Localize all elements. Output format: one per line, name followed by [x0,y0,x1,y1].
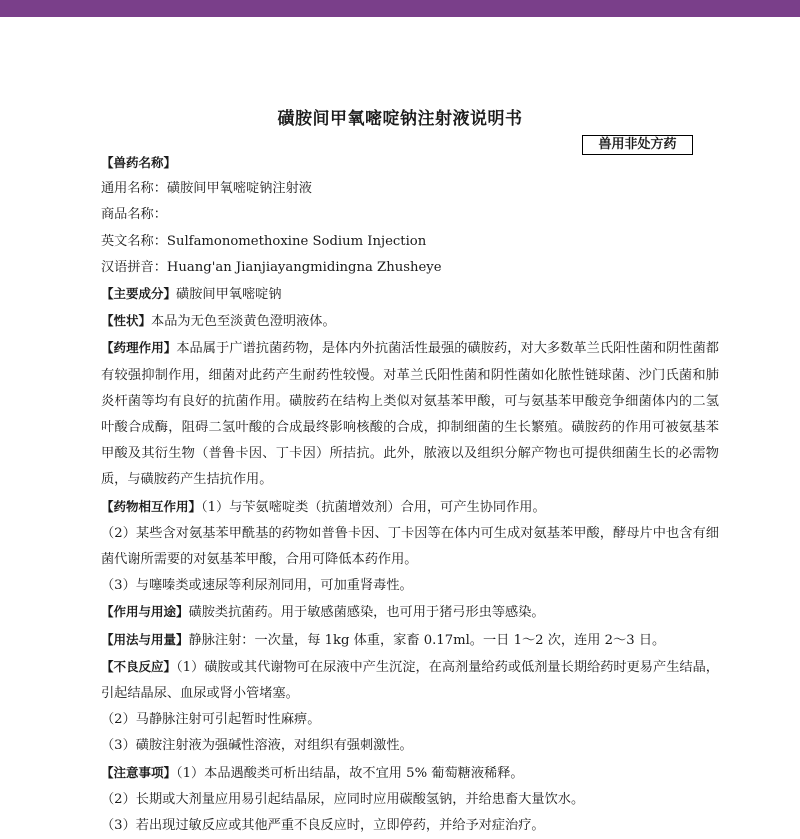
section-indications [101,599,719,626]
pharmacology-text: 本品属于广谱抗菌药物，是体内外抗菌活性最强的磺胺药，对大多数革兰氏阳性菌和阴性菌都有较强抑制作用，细菌对此药产生耐药性较慢。对革兰氏阳性菌和阴性菌如化脓性链球菌、沙门氏菌和肺炎杆菌等均有良好的抗菌作用。磺胺药在结构上类似对氨基苯甲酸，可与氨基苯甲酸竞争细菌体内的二氢叶酸合成酶，阻碍二氢叶酸的合成最终影响核酸的合成，抑制细菌的生长繁殖。磺胺药的作用可被氨基苯甲酸及其衍生物（普鲁卡因、丁卡因）所拮抗。此外，脓液以及组织分解产物也可提供细菌生长的必需物质，与磺胺药产生拮抗作用。 [101,341,719,488]
adverse-item-2: （2）马静脉注射可引起暂时性麻痹。 [101,712,321,728]
section-heading-adverse: 【不良反应】 [101,658,177,674]
english-name: 英文名称：Sulfamonomethoxine Sodium Injection [101,233,427,249]
trade-name: 商品名称： [101,207,167,223]
document-title: 磺胺间甲氧嘧啶钠注射液说明书 [277,109,523,129]
section-heading-dosage: 【用法与用量】 [101,631,189,647]
precautions-item-2: （2）长期或大剂量应用易引起结晶尿，应同时应用碳酸氢钠，并给患畜大量饮水。 [101,791,585,807]
ingredient-text: 磺胺间甲氧嘧啶钠 [176,287,282,303]
section-dosage [101,627,719,654]
interactions-item-1: （1）与苄氨嘧啶类（抗菌增效剂）合用，可产生协同作用。 [201,499,546,515]
generic-name: 通用名称：磺胺间甲氧嘧啶钠注射液 [101,181,312,197]
adverse-item-3: （3）磺胺注射液为强碱性溶液，对组织有强刺激性。 [101,738,413,754]
indications-text: 磺胺类抗菌药。用于敏感菌感染，也可用于猪弓形虫等感染。 [188,605,545,621]
section-heading-appearance: 【性状】 [101,313,152,329]
section-appearance [101,308,719,335]
section-heading-indications: 【作用与用途】 [101,604,189,620]
section-heading-precautions: 【注意事项】 [101,764,177,780]
interactions-item-2: （2）某些含对氨基苯甲酰基的药物如普鲁卡因、丁卡因等在体内可生成对氨基苯甲酸，酵母片中也含有细菌代谢所需要的对氨基苯甲酸，合用可降低本药作用。 [101,525,719,568]
section-interactions [101,494,719,521]
section-adverse [101,654,719,707]
interactions-item-3: （3）与噻嗪类或速尿等利尿剂同用，可加重肾毒性。 [101,578,413,594]
otc-badge: 兽用非处方药 [582,135,693,155]
section-pharmacology [101,335,719,493]
adverse-item-1: （1）磺胺或其代谢物可在尿液中产生沉淀，在高剂量给药或低剂量长期给药时更易产生结晶，引起结晶尿、血尿或肾小管堵塞。 [101,659,719,702]
dosage-text: 静脉注射：一次量，每 1kg 体重，家畜 0.17ml。一日 1～2 次，连用 2～3 日。 [188,632,666,648]
section-precautions [101,760,719,787]
precautions-item-1: （1）本品遇酸类可析出结晶，故不宜用 5% 葡萄糖液稀释。 [176,765,524,781]
document-body [101,150,719,839]
section-heading-name: 【兽药名称】 [101,155,177,170]
section-heading-interactions: 【药物相互作用】 [101,498,202,514]
section-heading-ingredient: 【主要成分】 [101,286,177,302]
section-heading-pharmacology: 【药理作用】 [101,340,177,356]
precautions-item-3: （3）若出现过敏反应或其他严重不良反应时，立即停药，并给予对症治疗。 [101,818,545,834]
appearance-text: 本品为无色至淡黄色澄明液体。 [151,314,336,330]
pinyin-name: 汉语拼音：Huang'an Jianjiayangmidingna Zhusheye [101,259,442,275]
top-color-band [0,0,800,17]
section-ingredient [101,281,719,308]
